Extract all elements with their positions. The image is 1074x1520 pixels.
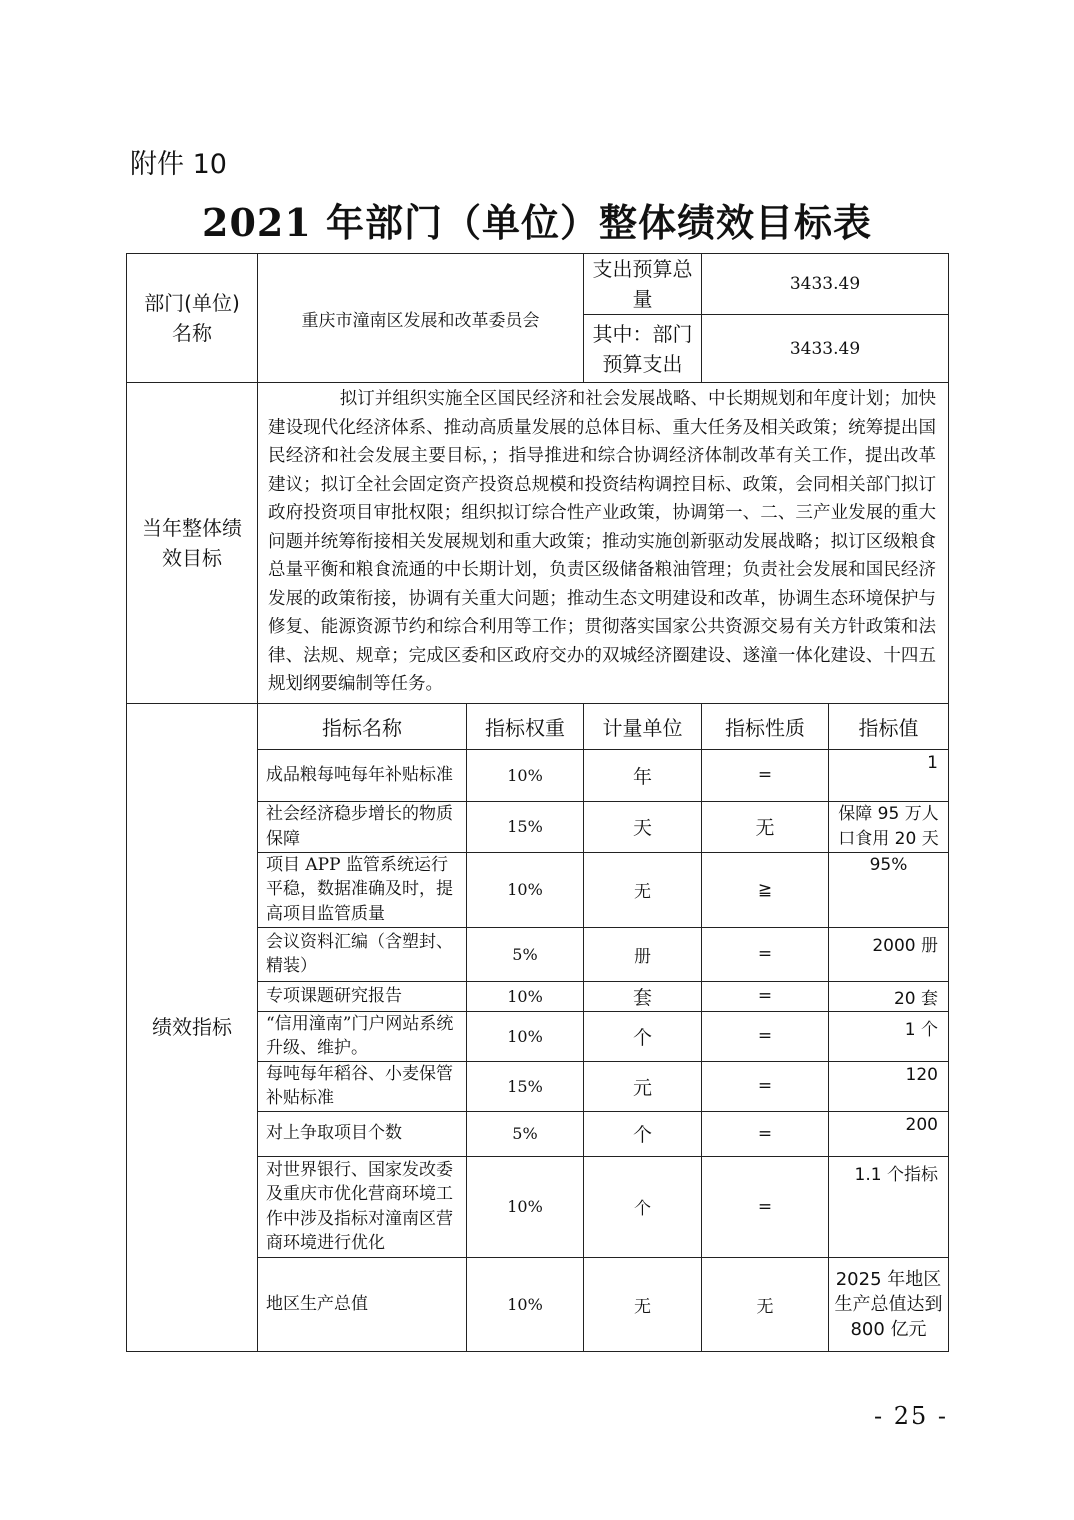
page-number: - 25 - <box>874 1402 949 1430</box>
indicator-weight: 5% <box>467 927 584 981</box>
annual-goal-label: 当年整体绩效目标 <box>127 383 258 704</box>
dept-name-value: 重庆市潼南区发展和改革委员会 <box>258 254 584 383</box>
indicator-value: 保障 95 万人口食用 20 天 <box>829 801 949 852</box>
budget-total-value: 3433.49 <box>702 254 949 315</box>
indicator-unit: 年 <box>584 749 702 801</box>
page-title: 2021 年部门（单位）整体绩效目标表 <box>202 200 872 245</box>
indicator-nature: 无 <box>702 1257 829 1351</box>
indicator-name: 成品粮每吨每年补贴标准 <box>258 749 467 801</box>
indicator-value: 200 <box>829 1111 949 1156</box>
indicator-name: 会议资料汇编（含塑封、精装） <box>258 927 467 981</box>
indicator-weight: 15% <box>467 801 584 852</box>
performance-table <box>126 253 949 1352</box>
indicator-name: 项目 APP 监管系统运行平稳，数据准确及时，提高项目监管质量 <box>258 852 467 927</box>
indicator-nature: 无 <box>702 801 829 852</box>
header-indicator-name: 指标名称 <box>258 703 467 749</box>
indicator-value: 20 套 <box>829 981 949 1011</box>
indicator-value: 1 <box>829 749 949 801</box>
indicator-nature: = <box>702 749 829 801</box>
annual-goal-row <box>127 383 949 704</box>
indicator-value: 1 个 <box>829 1011 949 1061</box>
budget-dept-label: 其中：部门预算支出 <box>584 315 702 383</box>
header-value: 指标值 <box>829 703 949 749</box>
indicator-weight: 10% <box>467 852 584 927</box>
annual-goal-text: 拟订并组织实施全区国民经济和社会发展战略、中长期规划和年度计划；加快建设现代化经济体系、推动高质量发展的总体目标、重大任务及相关政策；统筹提出国民经济和社会发展主要目标，；指导推进和综合协调经济体制改革有关工作，提出改革建议；拟订全社会固定资产投资总规模和投资结构调控目标、政策，会同相关部门拟订政府投资项目审批权限；组织拟订综合性产业政策，协调第一、二、三产业发展的重大问题并统筹衔接相关发展规划和重大政策；推动实施创新驱动发展战略；拟订区级粮食总量平衡和粮食流通的中长期计划，负责区级储备粮油管理；负责社会发展和国民经济发展的政策衔接，协调有关重大问题；推动生态文明建设和改革，协调生态环境保护与修复、能源资源节约和综合利用等工作；贯彻落实国家公共资源交易有关方针政策和法律、法规、规章；完成区委和区政府交办的双城经济圈建设、遂潼一体化建设、十四五规划纲要编制等任务。 <box>268 389 936 694</box>
indicator-value: 1.1 个指标 <box>829 1156 949 1257</box>
indicator-name: 社会经济稳步增长的物质保障 <box>258 801 467 852</box>
indicator-value: 2025 年地区生产总值达到 800 亿元 <box>829 1257 949 1351</box>
indicator-name: 对上争取项目个数 <box>258 1111 467 1156</box>
indicator-nature: = <box>702 1156 829 1257</box>
dept-row-1 <box>127 254 949 315</box>
indicator-weight: 10% <box>467 1156 584 1257</box>
indicator-value: 95% <box>829 852 949 927</box>
indicator-unit: 个 <box>584 1011 702 1061</box>
header-nature: 指标性质 <box>702 703 829 749</box>
indicator-weight: 10% <box>467 981 584 1011</box>
indicator-name: 专项课题研究报告 <box>258 981 467 1011</box>
indicator-header-row <box>127 703 949 749</box>
indicator-value: 120 <box>829 1061 949 1111</box>
indicator-nature: ≧ <box>702 852 829 927</box>
indicator-name: 每吨每年稻谷、小麦保管补贴标准 <box>258 1061 467 1111</box>
indicator-weight: 10% <box>467 1011 584 1061</box>
header-indicator-weight: 指标权重 <box>467 703 584 749</box>
indicator-unit: 个 <box>584 1111 702 1156</box>
indicator-value: 2000 册 <box>829 927 949 981</box>
indicator-unit: 个 <box>584 1156 702 1257</box>
header-unit: 计量单位 <box>584 703 702 749</box>
budget-total-label: 支出预算总量 <box>584 254 702 315</box>
indicator-nature: = <box>702 981 829 1011</box>
indicator-name: “信用潼南”门户网站系统升级、维护。 <box>258 1011 467 1061</box>
indicator-unit: 册 <box>584 927 702 981</box>
annual-goal-cell <box>258 383 949 704</box>
attachment-label: 附件 10 <box>130 149 227 180</box>
indicator-weight: 10% <box>467 749 584 801</box>
indicator-weight: 15% <box>467 1061 584 1111</box>
dept-name-label: 部门(单位)名称 <box>127 254 258 383</box>
budget-dept-value: 3433.49 <box>702 315 949 383</box>
indicator-name: 对世界银行、国家发改委及重庆市优化营商环境工作中涉及指标对潼南区营商环境进行优化 <box>258 1156 467 1257</box>
indicator-nature: = <box>702 927 829 981</box>
indicator-unit: 无 <box>584 852 702 927</box>
indicator-weight: 10% <box>467 1257 584 1351</box>
indicators-label: 绩效指标 <box>127 703 258 1351</box>
indicator-unit: 天 <box>584 801 702 852</box>
indicator-nature: = <box>702 1011 829 1061</box>
indicator-nature: = <box>702 1061 829 1111</box>
indicator-unit: 套 <box>584 981 702 1011</box>
indicator-unit: 元 <box>584 1061 702 1111</box>
indicator-unit: 无 <box>584 1257 702 1351</box>
indicator-weight: 5% <box>467 1111 584 1156</box>
indicator-name: 地区生产总值 <box>258 1257 467 1351</box>
indicator-nature: = <box>702 1111 829 1156</box>
